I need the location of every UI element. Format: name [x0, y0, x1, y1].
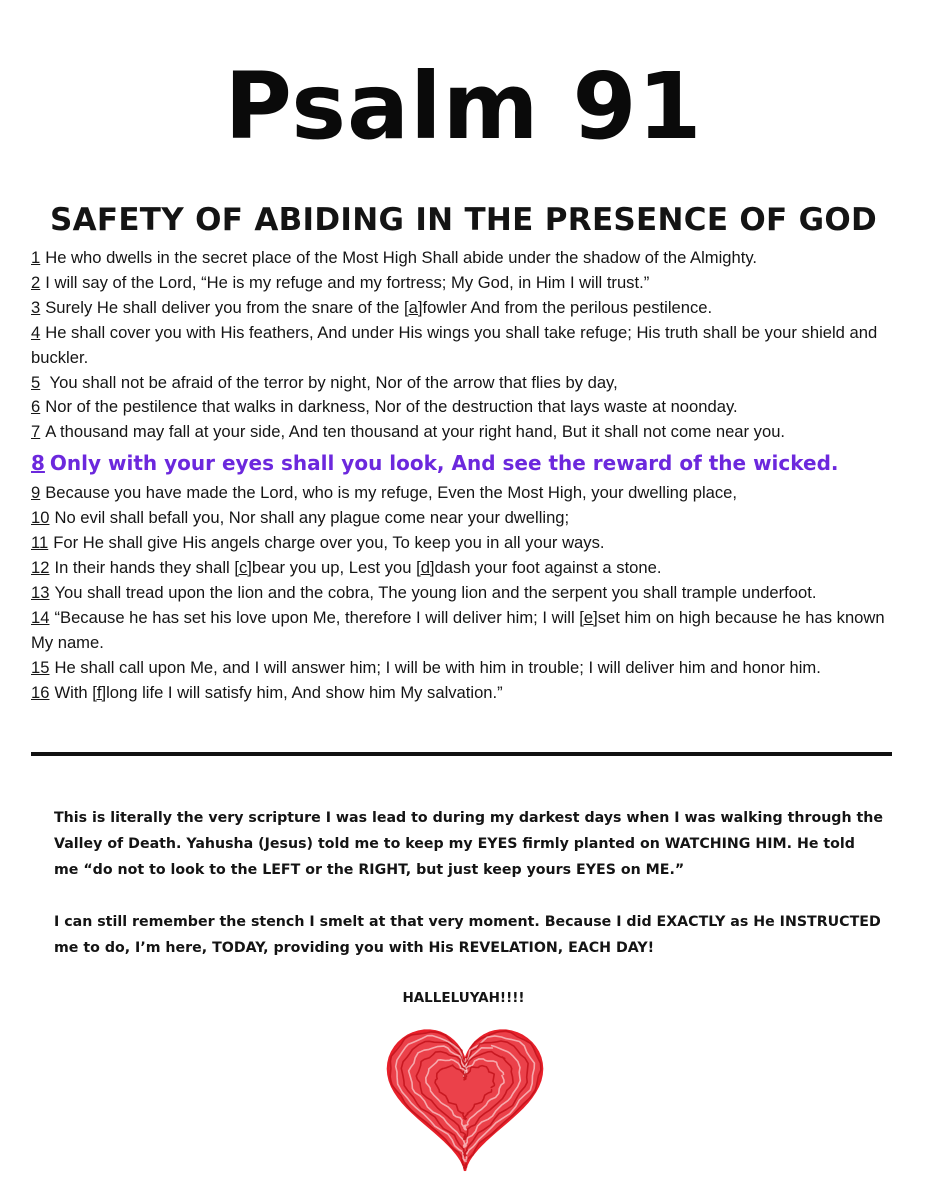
verse-text: I will say of the Lord, “He is my refuge and my fortress; My God, in Him I will trust.” — [45, 272, 650, 292]
verse-number[interactable]: 6 — [31, 397, 41, 417]
verse-15 — [31, 656, 911, 681]
verse-text: He shall call upon Me, and I will answer him; I will be with him in trouble; I will deliver him and honor him. — [54, 657, 821, 677]
heart-scribble-icon — [380, 1020, 550, 1180]
verse-number[interactable]: 13 — [31, 582, 50, 602]
verse-text: set him on high because he has known My name. — [31, 607, 885, 652]
verse-number[interactable]: 9 — [31, 483, 41, 503]
verse-8 — [31, 447, 911, 479]
footnote-link[interactable]: [e] — [579, 607, 598, 627]
verse-text: Because you have made the Lord, who is my refuge, Even the Most High, your dwelling place, — [45, 483, 738, 503]
verse-text: long life I will satisfy him, And show him My salvation.” — [106, 682, 503, 702]
verse-text: You shall tread upon the lion and the cobra, The young lion and the serpent you shall trample underfoot. — [54, 582, 817, 602]
verse-number[interactable]: 7 — [31, 422, 41, 442]
testimony-paragraph-1: This is literally the very scripture I was lead to during my darkest days when I was walking through the Valley of Death. Yahusha (Jesus) told me to keep my EYES firmly planted on WATCHING HIM. He told me “do not to look to the LEFT or the RIGHT, but just keep yours EYES on ME.” — [54, 810, 883, 878]
verse-16 — [31, 681, 911, 706]
footnote-link[interactable]: [d] — [416, 557, 435, 577]
verse-text: bear you up, Lest you — [251, 557, 417, 577]
verse-13 — [31, 581, 911, 606]
verse-text: He who dwells in the secret place of the Most High Shall abide under the shadow of the Almighty. — [45, 248, 758, 267]
footnote-link[interactable]: [f] — [92, 682, 107, 702]
verse-number[interactable]: 5 — [31, 372, 41, 392]
verse-number[interactable]: 11 — [31, 533, 49, 553]
section-divider — [31, 752, 892, 756]
verse-text: A thousand may fall at your side, And ten thousand at your right hand, But it shall not come near you. — [45, 422, 786, 442]
verse-text: He shall cover you with His feathers, And under His wings you shall take refuge; His truth shall be your shield and buckler. — [31, 322, 878, 367]
verse-number[interactable]: 8 — [31, 451, 45, 476]
verse-number[interactable]: 14 — [31, 607, 50, 627]
verse-1 — [31, 246, 911, 271]
verse-text: For He shall give His angels charge over you, To keep you in all your ways. — [53, 533, 605, 553]
verse-text: No evil shall befall you, Nor shall any plague come near your dwelling; — [54, 508, 570, 528]
closing-exclamation: HALLELUYAH!!!! — [402, 990, 525, 1006]
verse-9 — [31, 481, 911, 506]
verse-6 — [31, 395, 911, 420]
verse-3 — [31, 296, 911, 321]
verse-text: Only with your eyes shall you look, And see the reward of the wicked. — [49, 451, 839, 476]
verse-5 — [31, 371, 911, 396]
verse-text: fowler And from the perilous pestilence. — [422, 297, 713, 317]
verse-number[interactable]: 4 — [31, 322, 41, 342]
verse-text: dash your foot against a stone. — [434, 557, 662, 577]
verse-text: You shall not be afraid of the terror by night, Nor of the arrow that flies by day, — [45, 372, 618, 392]
verse-text: “Because he has set his love upon Me, therefore I will deliver him; I will — [54, 607, 580, 627]
verse-12 — [31, 556, 911, 581]
verse-text: In their hands they shall — [54, 557, 235, 577]
testimony — [54, 805, 884, 987]
verse-text: With — [54, 682, 93, 702]
footnote-link[interactable]: [c] — [234, 557, 252, 577]
verse-number[interactable]: 12 — [31, 557, 50, 577]
verse-number[interactable]: 15 — [31, 657, 50, 677]
page-subtitle: SAFETY OF ABIDING IN THE PRESENCE OF GOD — [49, 202, 878, 238]
verse-2 — [31, 271, 911, 296]
footnote-link[interactable]: [a] — [404, 297, 423, 317]
verse-number[interactable]: 1 — [31, 248, 41, 267]
verse-number[interactable]: 16 — [31, 682, 50, 702]
verse-text: Surely He shall deliver you from the snare of the — [45, 297, 405, 317]
verse-number[interactable]: 10 — [31, 508, 50, 528]
page-title: Psalm 91 — [224, 53, 703, 160]
testimony-paragraph-2: I can still remember the stench I smelt at that very moment. Because I did EXACTLY as He INSTRUCTED me to do, I’m here, TODAY, providing you with His REVELATION, EACH DAY! — [54, 914, 881, 956]
verse-10 — [31, 506, 911, 531]
verse-4 — [31, 321, 911, 371]
verse-number[interactable]: 2 — [31, 272, 41, 292]
verse-number[interactable]: 3 — [31, 297, 41, 317]
verse-14 — [31, 606, 911, 656]
verse-list — [31, 246, 911, 705]
verse-text: Nor of the pestilence that walks in darkness, Nor of the destruction that lays waste at noonday. — [45, 397, 738, 417]
verse-7 — [31, 420, 911, 445]
verse-11 — [31, 531, 911, 556]
